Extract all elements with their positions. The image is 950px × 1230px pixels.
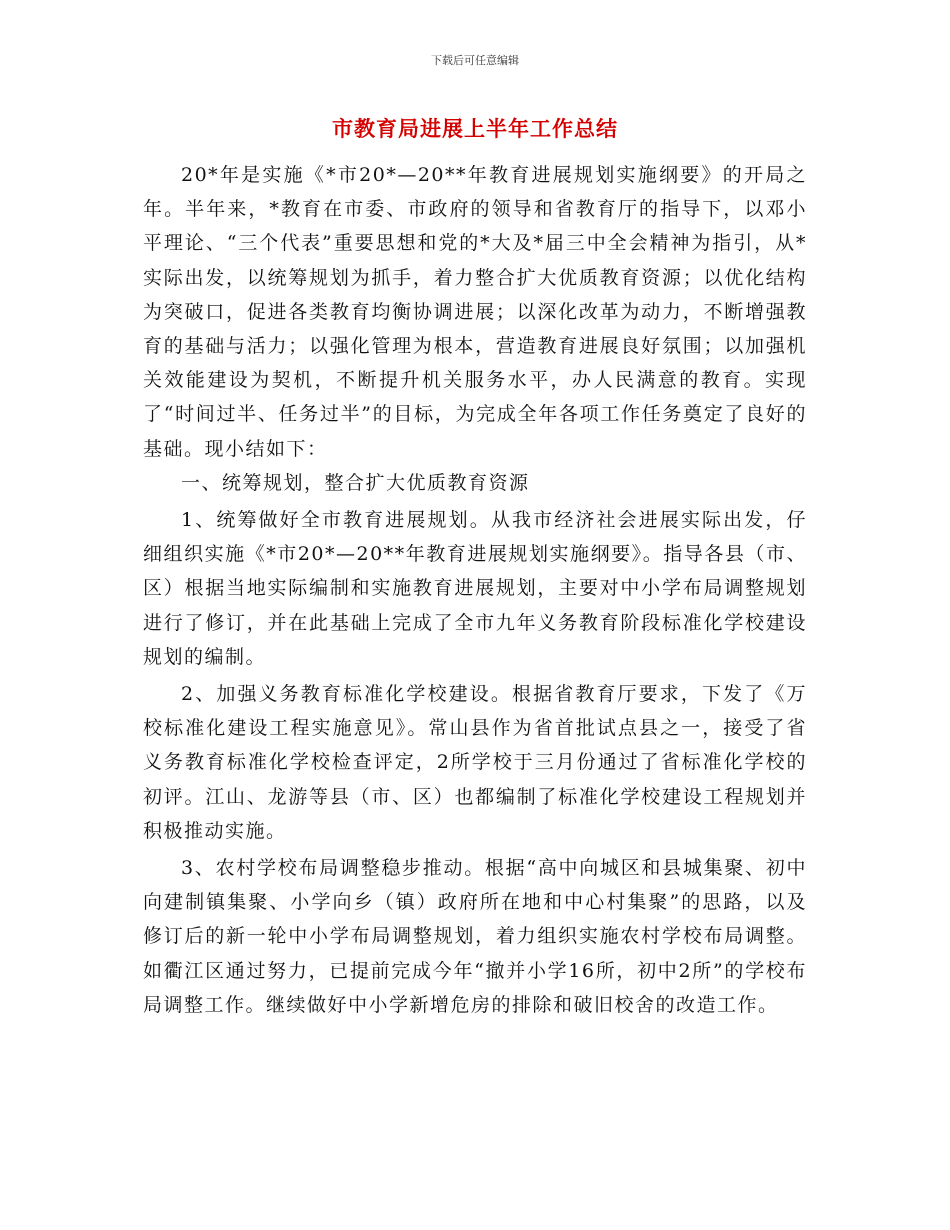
document-body <box>143 158 807 1022</box>
section-heading: 一、统筹规划，整合扩大优质教育资源 <box>181 471 530 494</box>
item-paragraph-3: 3、农村学校布局调整稳步推动。根据“高中向城区和县城集聚、初中向建制镇集聚、小学向乡（镇）政府所在地和中心村集聚”的思路，以及修订后的新一轮中小学布局调整规划，着力组织实施农村学校布局调整。如衢江区通过努力，已提前完成今年“撤并小学16所，初中2所”的学校布局调整工作。继续做好中小学新增危房的排除和破旧校舍的改造工作。 <box>143 857 807 1016</box>
page-header-note: 下载后可任意编辑 <box>431 54 519 67</box>
document-title: 市教育局进展上半年工作总结 <box>332 117 618 141</box>
intro-paragraph: 20*年是实施《*市20*—20**年教育进展规划实施纲要》的开局之年。半年来，*教育在市委、市政府的领导和省教育厅的指导下，以邓小平理论、“三个代表”重要思想和党的*大及*届三中全会精神为指引，从*实际出发，以统筹规划为抓手，着力整合扩大优质教育资源；以优化结构为突破口，促进各类教育均衡协调进展；以深化改革为动力，不断增强教育的基础与活力；以强化管理为根本，营造教育进展良好氛围；以加强机关效能建设为契机，不断提升机关服务水平，办人民满意的教育。实现了“时间过半、任务过半”的目标，为完成全年各项工作任务奠定了良好的基础。现小结如下： <box>143 164 807 460</box>
item-paragraph-1: 1、统筹做好全市教育进展规划。从我市经济社会进展实际出发，仔细组织实施《*市20*—20**年教育进展规划实施纲要》。指导各县（市、区）根据当地实际编制和实施教育进展规划，主要对中小学布局调整规划进行了修订，并在此基础上完成了全市九年义务教育阶段标准化学校建设规划的编制。 <box>143 509 807 668</box>
item-paragraph-2: 2、加强义务教育标准化学校建设。根据省教育厅要求，下发了《万校标准化建设工程实施意见》。常山县作为省首批试点县之一，接受了省义务教育标准化学校检查评定，2所学校于三月份通过了省标准化学校的初评。江山、龙游等县（市、区）也都编制了标准化学校建设工程规划并积极推动实施。 <box>143 683 807 842</box>
